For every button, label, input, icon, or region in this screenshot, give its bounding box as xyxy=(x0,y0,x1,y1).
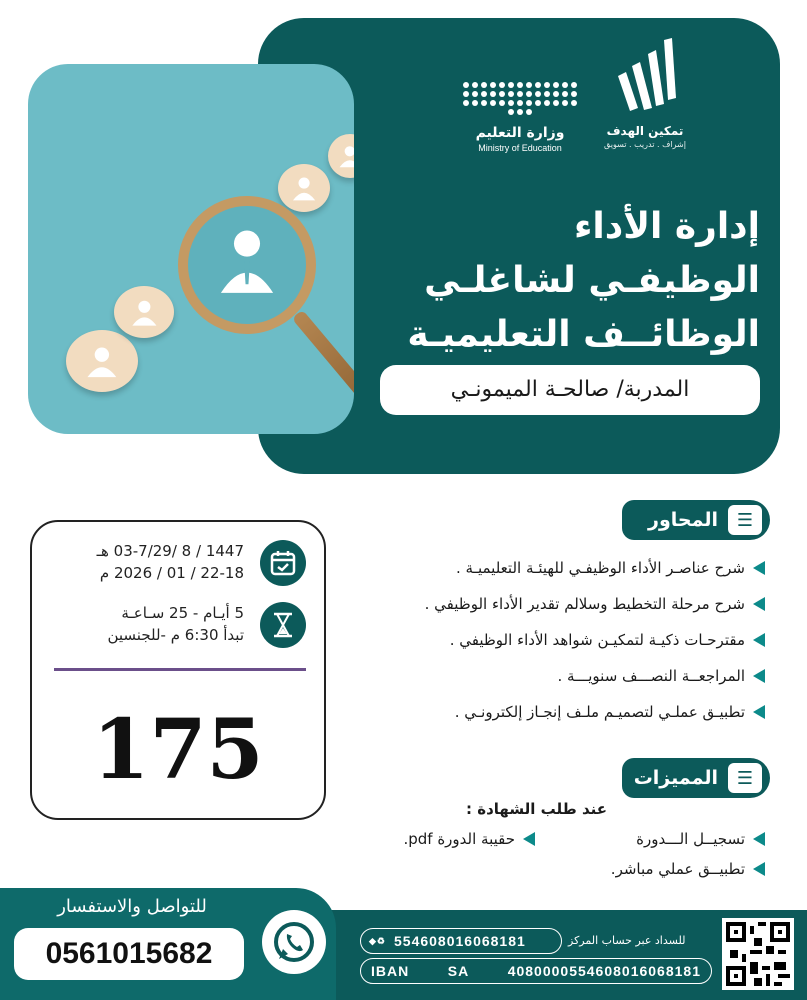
arrow-icon xyxy=(753,597,765,611)
course-title-line: إدارة الأداء xyxy=(573,206,760,247)
arrow-icon xyxy=(753,669,765,683)
hero-photo xyxy=(28,64,354,434)
payment-label: للسداد عبر حساب المركز xyxy=(568,934,686,947)
iban-country: SA xyxy=(447,963,470,979)
account-number[interactable]: 554608016068181 xyxy=(394,933,526,949)
list-item-text: تطبيـق عملـي لتصميـم ملـف إنجـاز إلكترونـي . xyxy=(454,703,745,721)
arrow-icon xyxy=(753,561,765,575)
ministry-logo xyxy=(455,82,585,172)
partner-tagline: إشراف . تدريب . تسويق xyxy=(604,140,686,149)
calendar-icon xyxy=(269,549,297,577)
arrow-icon xyxy=(753,633,765,647)
person-disc xyxy=(114,286,174,338)
list-item-text: مقترحـات ذكيـة لتمكيـن شواهد الأداء الوظيفي . xyxy=(449,631,745,649)
contact-label: للتواصل والاستفسار xyxy=(57,896,207,917)
person-icon xyxy=(337,143,354,169)
list-item-text: شرح عناصـر الأداء الوظيفـي للهيئـة التعليميـة . xyxy=(456,559,745,577)
date-hijri: 1447 / 8 /03-7/29 هـ xyxy=(96,542,244,560)
feature-text: حقيبة الدورة pdf. xyxy=(403,830,515,848)
bank-logo-icon: ◆♻ xyxy=(369,935,386,946)
arrow-icon xyxy=(523,832,535,846)
ministry-name-ar: وزارة التعليم xyxy=(475,125,565,141)
iban-number[interactable]: 4080000554608016068181 xyxy=(507,963,701,979)
list-item xyxy=(335,658,765,694)
features-heading-label: المميزات xyxy=(633,767,718,789)
feature-item xyxy=(611,860,765,878)
course-title xyxy=(380,200,760,362)
list-item xyxy=(335,694,765,730)
feature-text: تطبيــق عملي مباشر. xyxy=(610,860,745,878)
list-item xyxy=(335,622,765,658)
feature-item xyxy=(636,830,765,848)
axes-list xyxy=(335,550,765,730)
phone-number[interactable]: 0561015682 xyxy=(14,928,244,980)
features-subheading: عند طلب الشهادة : xyxy=(466,800,607,818)
features-heading xyxy=(622,758,770,798)
axes-heading xyxy=(622,500,770,540)
ministry-name-en: Ministry of Education xyxy=(478,143,562,153)
iban-label: IBAN xyxy=(371,963,410,979)
menu-icon: ☰ xyxy=(728,505,762,535)
hourglass-icon xyxy=(271,611,295,639)
qr-code-icon xyxy=(726,922,790,986)
list-item xyxy=(335,586,765,622)
whatsapp-glyph xyxy=(270,918,318,966)
partner-logo-mark xyxy=(610,36,680,116)
trainer-name: المدربة/ صالحـة الميمونـي xyxy=(380,365,760,415)
schedule-card xyxy=(30,520,326,820)
course-title-line: الوظيفـي لشاغلـي xyxy=(424,260,760,301)
menu-icon: ☰ xyxy=(728,763,762,793)
arrow-icon xyxy=(753,705,765,719)
account-number-row xyxy=(360,928,562,954)
qr-code[interactable] xyxy=(722,918,794,990)
divider xyxy=(54,668,306,671)
hourglass-badge xyxy=(260,602,306,648)
contact-card xyxy=(0,888,336,1000)
person-disc xyxy=(66,330,138,392)
list-item xyxy=(335,550,765,586)
feature-item xyxy=(403,830,535,848)
partner-name: تمكين الهدف xyxy=(606,124,684,138)
start-time: تبدأ 6:30 م -للجنسين xyxy=(107,626,244,644)
person-icon xyxy=(289,174,319,202)
date-gregorian: 22-18 / 01 / 2026 م xyxy=(99,564,244,582)
course-title-line: الوظائــف التعليميـة xyxy=(407,314,760,355)
list-item-text: شرح مرحلة التخطيط وسلالم تقدير الأداء الوظيفي . xyxy=(424,595,745,613)
person-disc xyxy=(328,134,354,178)
arrow-icon xyxy=(753,862,765,876)
calendar-badge xyxy=(260,540,306,586)
feature-text: تسجيــل الـــدورة xyxy=(636,830,745,848)
person-icon xyxy=(81,343,123,379)
iban-row xyxy=(360,958,712,984)
person-disc xyxy=(278,164,330,212)
magnifier-handle xyxy=(292,310,354,419)
duration: 5 أيـام - 25 سـاعـة xyxy=(121,604,244,622)
list-item-text: المراجعــة النصـــف سنويـــة . xyxy=(557,667,745,685)
magnifier-icon xyxy=(178,196,316,334)
arrow-icon xyxy=(753,832,765,846)
partner-logo xyxy=(600,36,690,166)
price: 175 xyxy=(92,702,264,798)
person-icon xyxy=(218,226,276,296)
whatsapp-icon[interactable] xyxy=(262,910,326,974)
axes-heading-label: المحاور xyxy=(648,509,718,531)
ministry-logo-mark xyxy=(460,82,580,115)
person-icon xyxy=(127,297,162,327)
